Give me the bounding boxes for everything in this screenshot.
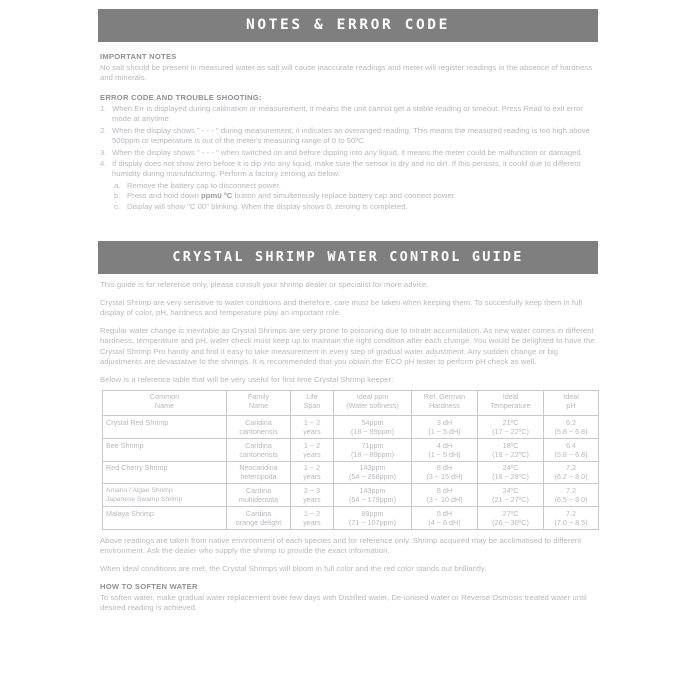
list-marker: 4.: [100, 159, 107, 169]
ph-value: 6.4: [566, 440, 576, 450]
soften-water-heading: HOW TO SOFTEN WATER: [100, 582, 198, 592]
header-line-1: Ideal ppm: [356, 392, 389, 402]
guide-paragraph: Crystal Shrimp are very sensitive to water conditions and therefore, care must be taken when keeping them. To succesfully keep them in full display of color, pH, hardness and temperature play an important role.: [100, 298, 582, 318]
name-line-1: Bee Shrimp: [106, 440, 144, 450]
ppm-value: 89ppm: [361, 508, 384, 518]
cell-life-span: [291, 439, 334, 462]
cell-ideal-ph: [544, 439, 599, 462]
cell-ideal-temperature: [478, 507, 544, 530]
zeroing-step: [114, 181, 596, 191]
cell-ideal-temperature: [478, 461, 544, 484]
name-line-1: Red Cherry Shrimp: [106, 463, 168, 473]
factory-zeroing-steps: [100, 181, 596, 212]
ppm-range: (18 ~ 89ppm): [351, 426, 394, 436]
list-marker: 3.: [100, 147, 107, 157]
section-gap: [98, 212, 598, 241]
temp-value: 27ºC: [502, 508, 519, 518]
list-text: If display does not show zero before it is dip into any liquid, make sure the sensor is dry and no dirt. If this persists, it could due to different humidity during manufacturing. Perform a factory zeroing as below:: [112, 159, 581, 179]
cell-common-name: [103, 461, 227, 484]
cell-family-name: [227, 484, 291, 507]
ph-range: (7.0 ~ 8.5): [554, 517, 588, 527]
ph-value: 6.2: [566, 417, 576, 427]
header-line-1: Ideal: [502, 392, 519, 402]
cell-ideal-ph: [544, 416, 599, 439]
header-line-1: Ref. German: [423, 392, 466, 402]
hardness-range: (3 ~ 10 dH): [426, 494, 463, 504]
life-value: 2 ~ 3: [303, 485, 321, 495]
temp-value: 24ºC: [502, 463, 519, 473]
family-species: orange delight: [235, 517, 282, 527]
table-column-header: [412, 390, 478, 416]
cell-family-name: [227, 507, 291, 530]
temp-range: (18 ~ 22ºC): [492, 449, 529, 459]
cell-ideal-temperature: [478, 416, 544, 439]
error-code-item: [100, 104, 596, 124]
list-marker: a.: [114, 180, 121, 190]
cell-ideal-ppm: [334, 507, 412, 530]
cell-german-hardness: [412, 507, 478, 530]
error-code-heading: ERROR CODE AND TROUBLE SHOOTING:: [100, 93, 262, 103]
guide-section-banner: CRYSTAL SHRIMP WATER CONTROL GUIDE: [98, 241, 598, 274]
cell-ideal-ppm: [334, 416, 412, 439]
hardness-range: (3 ~ 15 dH): [426, 472, 463, 482]
table-row: [103, 484, 599, 507]
hardness-value: 8 dH: [436, 485, 453, 495]
guide-paragraph: Regular water change is inevitable as Crystal Shrimps are very prone to poisoning due to nitrate accumulation. As new water comes in different hardness, temperature and pH, water check must keep up to maintain the right condition after each change. You would be delighted to have the Crystal Shrimp Pro handy and find it easy to take measurement in every step of gradual water adjustment. Any sudden change or big adjustments are devastative to the shrimps. It is recommended that you obtain the ECO pH tester to perform pH check as well.: [100, 326, 595, 366]
important-notes-paragraph: No salt should be present in measured water as salt will cause inaccurate readings and meter will register readings in the absence of hardness and minerals.: [100, 63, 593, 83]
table-row: [103, 439, 599, 462]
header-line-2: Name: [248, 401, 269, 411]
hardness-value: 4 dH: [436, 440, 453, 450]
table-column-header: [478, 390, 544, 416]
button-label-ppm-celsius: ppmü ºC: [200, 191, 233, 201]
table-header-row: [103, 390, 599, 416]
ph-range: (6.2 ~ 8.0): [554, 472, 588, 482]
life-unit: years: [303, 517, 321, 527]
ppm-value: 54ppm: [361, 417, 384, 427]
cell-life-span: [291, 484, 334, 507]
table-column-header: [544, 390, 599, 416]
ppm-range: (71 ~ 107ppm): [349, 517, 396, 527]
error-code-item: [100, 159, 596, 179]
cell-family-name: [227, 416, 291, 439]
family-genus: Caridina: [245, 417, 272, 427]
cell-german-hardness: [412, 484, 478, 507]
family-species: heteropoda: [240, 472, 277, 482]
table-row: [103, 461, 599, 484]
cell-ideal-temperature: [478, 439, 544, 462]
cell-german-hardness: [412, 439, 478, 462]
cell-ideal-ppm: [334, 439, 412, 462]
life-unit: years: [303, 494, 321, 504]
table-column-header: [103, 390, 227, 416]
guide-footnote: Above readings are taken from native environment of each species and for reference only. Shrimp acquired may be acclimatised to different environment. Ask the dealer who supply the shrimp to provide the exact information.: [100, 535, 582, 555]
family-species: cantonensis: [239, 426, 278, 436]
header-line-1: Ideal: [563, 392, 579, 402]
list-marker: 1.: [100, 104, 107, 114]
header-line-1: Common: [149, 392, 180, 402]
hardness-value: 3 dH: [436, 417, 453, 427]
list-text: When Err is displayed during calibration or measurement, it means the unit cannot get a stable reading or timeout. Press Read to exit error mode at anytime.: [112, 104, 583, 124]
name-line-2: Japanese Swamp Shrimp: [106, 495, 183, 503]
cell-family-name: [227, 461, 291, 484]
guide-footnote: When ideal conditions are met, the Crystal Shrimps will bloom in full color and the red color stands out brilliantly.: [100, 563, 487, 573]
family-genus: Cardina: [245, 508, 272, 518]
cell-life-span: [291, 416, 334, 439]
header-line-2: pH: [566, 401, 576, 411]
list-text: When the display shows " - - - " when switched on and before dipping into any liquid, it means the meter could be malfunction or damaged.: [112, 147, 583, 157]
name-line-1: Crystal Red Shrimp: [106, 417, 169, 427]
name-line-1: Amano / Algae Shrimp: [106, 486, 173, 494]
zeroing-step: [114, 202, 596, 212]
name-line-1: Malaya Shrimp: [106, 508, 154, 518]
table-column-header: [291, 390, 334, 416]
shrimp-reference-table: [102, 390, 599, 530]
cell-german-hardness: [412, 461, 478, 484]
table-column-header: [334, 390, 412, 416]
hardness-value: 5 dH: [436, 508, 453, 518]
temp-value: 21ºC: [502, 417, 519, 427]
ppm-value: 71ppm: [361, 440, 384, 450]
header-line-2: Temperature: [490, 401, 531, 411]
ph-range: (6.5 ~ 8.0): [554, 494, 588, 504]
temp-range: (17 ~ 22ºC): [492, 426, 529, 436]
header-line-1: Family: [247, 392, 270, 402]
ppm-value: 143ppm: [359, 485, 386, 495]
list-marker: b.: [114, 191, 121, 201]
important-notes-heading: IMPORTANT NOTES: [100, 52, 177, 61]
temp-range: (18 ~ 29ºC): [492, 472, 529, 482]
ph-value: 7.2: [566, 508, 576, 518]
zeroing-step: [114, 191, 596, 201]
header-line-2: Hardness: [429, 401, 460, 411]
life-value: 1 ~ 2: [303, 440, 321, 450]
page-content: [98, 9, 598, 621]
cell-ideal-temperature: [478, 484, 544, 507]
error-code-list: [100, 104, 596, 179]
cell-life-span: [291, 507, 334, 530]
table-column-header: [227, 390, 291, 416]
life-value: 1 ~ 2: [303, 417, 321, 427]
temp-range: (21 ~ 27ºC): [492, 494, 529, 504]
hardness-range: (4 ~ 6 dH): [428, 517, 461, 527]
family-genus: Neocaridina: [239, 463, 278, 473]
table-row: [103, 416, 599, 439]
notes-section-banner: NOTES & ERROR CODE: [98, 9, 598, 42]
cell-german-hardness: [412, 416, 478, 439]
cell-common-name: [103, 484, 227, 507]
life-unit: years: [303, 426, 321, 436]
header-line-2: Name: [154, 401, 175, 411]
cell-ideal-ph: [544, 507, 599, 530]
family-genus: Caridina: [245, 440, 272, 450]
life-unit: years: [303, 472, 321, 482]
guide-body: [98, 274, 598, 613]
header-line-2: Span: [303, 401, 321, 411]
cell-common-name: [103, 507, 227, 530]
header-line-2: (Water softness): [346, 401, 399, 411]
temp-value: 18ºC: [502, 440, 519, 450]
error-code-item: [100, 148, 596, 158]
ph-value: 7.2: [566, 485, 576, 495]
cell-ideal-ph: [544, 461, 599, 484]
ppm-range: (54 ~ 179ppm): [349, 494, 396, 504]
cell-ideal-ppm: [334, 461, 412, 484]
error-code-item: [100, 126, 596, 146]
list-text: Remove the battery cap to disconnect power.: [127, 180, 281, 190]
hardness-range: (1 ~ 5 dH): [428, 426, 461, 436]
family-genus: Cardina: [245, 485, 272, 495]
cell-ideal-ph: [544, 484, 599, 507]
list-marker: 2.: [100, 125, 107, 135]
cell-common-name: [103, 416, 227, 439]
ppm-range: (18 ~ 89ppm): [351, 449, 394, 459]
cell-life-span: [291, 461, 334, 484]
life-value: 1 ~ 2: [303, 508, 321, 518]
hardness-value: 8 dH: [436, 463, 453, 473]
guide-paragraph: Below is a reference table that will be very useful for first time Crystal Shrimp keeper:: [100, 374, 394, 384]
list-marker: c.: [114, 201, 120, 211]
header-line-1: Life: [306, 392, 318, 402]
temp-range: (26 ~ 30ºC): [492, 517, 529, 527]
ph-range: (5.8 ~ 6.8): [554, 449, 588, 459]
cell-ideal-ppm: [334, 484, 412, 507]
temp-value: 24ºC: [502, 485, 519, 495]
cell-family-name: [227, 439, 291, 462]
table-row: [103, 507, 599, 530]
guide-paragraph: This guide is for reference only, please consult your shrimp dealer or specialist for more advice.: [100, 280, 429, 290]
ppm-range: (54 ~ 268ppm): [349, 472, 396, 482]
soften-water-paragraph: To soften water, make gradual water replacement over few days with Distilled water, De-ionised water or Reverse Osmosis treated water until desired reading is achieved.: [100, 593, 587, 613]
hardness-range: (1 ~ 5 dH): [428, 449, 461, 459]
list-text: When the display shows " - - - " during measurement, it indicates an overanged reading. This means the measured reading is too high above 500ppm or temperature is out of the meter's measuring range of 0 to 50ºC.: [112, 125, 590, 145]
family-species: multidentata: [238, 494, 279, 504]
list-text-post: button and simultenously replace battery cap and connect power.: [232, 191, 456, 201]
life-unit: years: [303, 449, 321, 459]
list-text-pre: Press and hold down: [127, 191, 201, 201]
life-value: 1 ~ 2: [303, 463, 321, 473]
list-text: Display will show "C 00" blinking. When the display shows 0, zeroing is completed.: [127, 201, 408, 211]
ppm-value: 143ppm: [359, 463, 386, 473]
ph-value: 7.2: [566, 463, 576, 473]
ph-range: (5.8 ~ 6.8): [554, 426, 588, 436]
cell-common-name: [103, 439, 227, 462]
notes-body: [98, 52, 598, 212]
family-species: cantonensis: [239, 449, 278, 459]
